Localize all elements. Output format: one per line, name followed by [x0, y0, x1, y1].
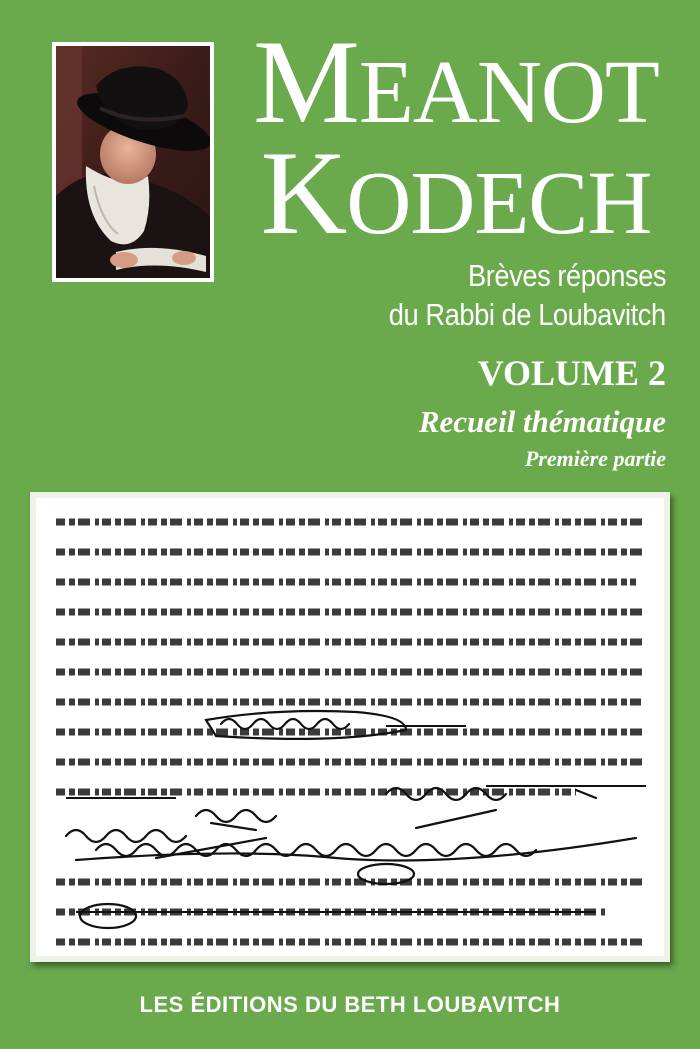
- collection-label: Recueil thématique: [418, 404, 666, 439]
- subtitle-line-1: Brèves réponses: [467, 258, 666, 293]
- subtitle-line-2: du Rabbi de Loubavitch: [389, 297, 666, 332]
- manuscript-scan: [36, 498, 664, 956]
- manuscript-image: [30, 492, 670, 962]
- rabbi-portrait-photo: [52, 42, 214, 282]
- title-line-2: [232, 126, 680, 259]
- title-rest: EANOT: [358, 43, 659, 142]
- part-label: Première partie: [524, 446, 666, 471]
- volume-label: VOLUME 2: [477, 353, 666, 393]
- title-line-1: [232, 15, 680, 148]
- title-initial: K: [260, 126, 347, 259]
- title-initial: M: [253, 15, 359, 148]
- portrait-image: [56, 46, 210, 278]
- title-rest: ODECH: [346, 154, 652, 253]
- publisher-name: LES ÉDITIONS DU BETH LOUBAVITCH: [139, 992, 561, 1017]
